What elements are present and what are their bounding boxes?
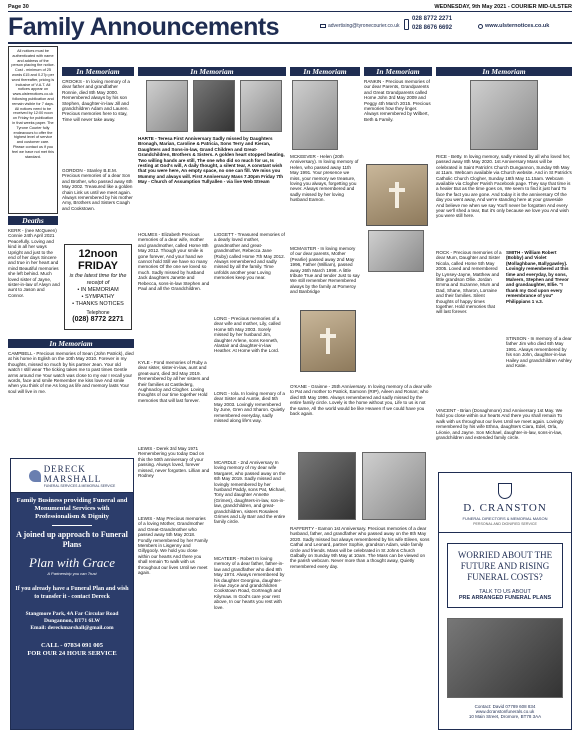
dereck-email[interactable]: Email: dereckmarshall@gmail.com [30, 625, 114, 631]
phone-2[interactable]: 028 8676 6692 [412, 25, 453, 31]
mckeever-photo [292, 80, 338, 150]
in-memoriam-header-4: In Memoriam [290, 67, 360, 76]
long-notice-2: LONG - Iola. In loving memory of a dear Sister and Auntie, died 5th May 2003. Lovingly remembered by June, Gren and Sharon. Quietly remembered everyday, sadly missed along life's way. [214, 391, 285, 424]
deadline-item: • THANKS NOTICES [72, 301, 124, 307]
page-number: Page 30 [8, 4, 29, 10]
cranston-ad[interactable]: D. CRANSTON FUNERAL DIRECTORS & MEMORIAL MASON PERSONAL AND DIGNIFIED SERVICE WORRIED ABOUT THE FUTURE AND RISING FUNERAL COSTS? TALK TO US ABOUT PRE ARRANGED FUNERAL PLANS Contact: David 07789 608 834 www.dcranstonfunerals.co.uk 10 Main Street, Dromore, BT78 3AA [438, 472, 572, 730]
cross-icon [320, 328, 336, 354]
harte-photo-2 [193, 80, 235, 132]
globe-icon [478, 24, 483, 29]
rice-photo [470, 80, 538, 150]
cross-image [366, 164, 428, 226]
mcardle-notice: MCARDLE - 2nd Anniversary In loving memory of my dear wife Margaret, who passed away on the 6th May 2019. Sadly missed and lovingly remembered by her husband Paddy, sons Pat, Michael, Tony and daughter Annette (Grimes), daughters-in-law, son-in-law, grandchildren, and great-grandchildren, sisters Rosaleen Grimes and Lily Barr and the entire family circle. [214, 460, 286, 525]
holmes-notice: HOLMES - Elizabeth Precious memories of a dear wife, mother and grandmother, called Home 8th May 2012. Though your smile is gone forever, And your hand we cannot hold Still we have so many memories Of the one we loved so much. Sadly missed by husband Jack daughters Janette and Rebecca, sons-in-law Stephen and Paul and all the Grandchildren. [138, 232, 210, 292]
rafferty-photo [298, 452, 356, 520]
cranston-photo [447, 618, 563, 698]
harte-notice: HARTE - Teresa First Anniversary Sadly missed by Daughters Bronagh, Marian, Caroline & Patricia, Sons Terry and Kieran, Daughters and Sons-in-law, Grand Children and Great-Grandchildren, Brothers & Sisters. A golden heart stopped beating, Two willing hands are still, The one who did so much for us, Is resting at God's will, A daily thought, a silent tear, A constant wish that you were here, An empty space, no one can fill. We miss you Mummy and always will. First Anniversary Mass 7.30pm Friday 7th May - Church of Assumption Tullyallen - via live Web Stream [138, 136, 285, 185]
mckeever-notice: MCKEEVER - Helen (20th Anniversary). In loving memory of Helen, who passed away 11th May 1991. Your presence we miss, your memory we treasure, loving you always, forgetting you never. Always remembered and sadly missed by her loving husband Eamon. [290, 154, 359, 203]
kerr-notice: KERR - (nee McQueen) Connie 24th April 2021 Peacefully. Loving and kind in all her ways Upright and just to the end of her days Sincere and true in her heart and mind Beautiful memories she left behind. Much loved sister of Jayne, sister-in-law of Alwyn and aunt to Jason and Connor. [8, 228, 60, 298]
liggett-notice: LIGGETT - Treasured memories of a dearly loved mother, grandmother and great-grandmother, Rebecca Jane (Ruby) called Home 7th May 2012. Always remembered and sadly missed by all the family. Time unfolds another year Loving memories keep you near. [214, 232, 285, 281]
harte-photo-3 [240, 80, 282, 132]
dove-icon [29, 470, 41, 482]
kyle-notice: KYLE - Fond memories of Ruby a dear sister, sister-in-law, aunt and great-aunt, died 3rd May 2019. Remembered by all her sisters and their families at Castlederg, Aughnacloy and Clogher. Loving thoughts of our time together Hold memories that will last forever. [138, 360, 210, 403]
cranston-web[interactable]: www.dcranstonfunerals.co.uk [475, 709, 535, 714]
crooks-notice: CROOKS - In loving memory of a dear father and grandfather Ronnie, died 8th May 2000. Remembered always by his son Stephen, daughter-in-law Jill and grandchildren Adam and Lauren. Precious memories here to stay, Time will never take away. [62, 79, 130, 122]
long-notice-1: LONG - Precious memories of a dear wife and mother, Lily, called Home 5th May 2003. Sorely missed by her husband Jim, daughter Arlene, sons Kenneth, Alastair and daughter-in-law Heather. At Home with the Lord. [214, 316, 281, 354]
in-memoriam-header-6: In Memoriam [436, 67, 572, 76]
vincent-notice: VINCENT - Brian (Donaghmore) 2nd Anniversary 1st May. We hold you close within our hearts And there you shall remain To walk with us throughout our lives Until we meet again. Lovingly remembered by his wife Ethna, daughters Ciara, Edel, Orla, Léonie, and Jayne. Son Michael, daughter-in-law, sons-in-law, grandchildren and extended family circle. [436, 408, 564, 441]
stinson-notice: STINSON - In memory of a dear father Jim who died 6th May 1991. Always remembered by his son John, daughter-in-law Hailey and grandchildren Ashley and Katie. [506, 336, 572, 369]
mcateer-notice: MCATEER - Robert In loving memory of a dear father, father-in-law and grandfather who died 8th May 1974. Always remembered by his daughter Georgina, daughter-in-law Joyce and grandchildren Cookstown Road, Gortreagh and Kilymaw. In God's care your rest above, In our hearts you rest with love. [214, 556, 285, 610]
gordon-notice: GORDON - Stanley B.E.M. Precious memories of a dear Son and Brother, who passed away 6th May 2002. Treasured like a golden chain Link us until we meet again. Always remembered by his mother Amy, Brothers and Sisters Coagh and Cookstown. [62, 168, 133, 211]
rankin-notice: RANKIN - Precious memories of our dear Parents, Grandparents and Great Grandparents called Home John 3rd May 2009 and Peggy 4th March 2015. Precious memories how they linger. Always remembered by Wilbert, Beth & Family. [364, 79, 431, 122]
mcmaster-notice: MCMASTER - In loving memory of our dear parents, Mother (Pearlie) passed away 2nd May 1996, Father (William), passed away 26th March 1998. A little tribute True and tender Just to say We still remember Remembered always by the family at Pomeroy and Banbridge [290, 246, 360, 295]
email-icon [320, 24, 326, 28]
deadline-item: • SYMPATHY [81, 294, 115, 300]
campbell-notice: CAMPBELL - Precious memories of Sean (John Patrick), died at his home in Eglish on the 10th May 2010. Forever in my thoughts, missed so much by his partner Jean. Your old watch I still wear The ticking takes me to past times Gentle arms around me Your watch was close to my ear I recall your words, face and smile Remember me kiss love And smile when you think of me As long as life and memory lasts Your soul will live in me. [8, 351, 134, 394]
info-box: All notices must be authenticated with name and address of the person placing the notice. Cost - minimum of 25 words £15 and 0.27p per word thereafter, pricing is inclusive of V.A.T. All notices appear on www.ulsternotices.co.uk following publication and remain visible for 7 days. All notices need to be received by 12:00 noon on Friday for publication in that weeks paper. The Tyrone Courier fully endeavours to offer the highest level of service and customer care. Please contact us if you feel we have not met this standard. [8, 46, 58, 214]
deaths-header: Deaths [8, 216, 58, 225]
website-link[interactable]: www.ulsternotices.co.uk [478, 23, 549, 29]
in-memoriam-header-3: In Memoriam [138, 67, 286, 76]
lewis-notice: LEWIS - Derek 3rd May 1971 Remembering you today Dad on this the 50th anniversary of your passing. Always loved, forever missed, never forgotten. Lillian and Rodney [138, 446, 210, 479]
in-memoriam-header-1: In Memoriam [62, 67, 134, 76]
deadline-box: 12noon FRIDAY is the latest time for the receipt of • IN MEMORIAM • SYMPATHY • THANKS NOTICES Telephone (028) 8772 2271 [64, 244, 132, 330]
rice-notice: RICE - Betty. In loving memory, sadly missed by all who loved her, passed away 8th May 2020. 1st Anniversary Mass will be celebrated in Saint Patrick's Church Dungannon, Sunday 9th May at 11am. Webcam available via Church website. And in St Patrick's Catholic Church Clogher, Sunday 16th May 11.15am. Webcam available via Clogher Parish Facebook page. They say that time is a healer But as the time goes on, We seem to find it just hard To face the fact you are gone. And today it is the anniversary Of the day you went away, And we're standing here at your graveside And believe me when we say You'll never be forgotten And every year we'll shed a tear, But it's only because we love you And wish you were still here. [436, 154, 572, 219]
top-rule [8, 11, 572, 12]
deadline-item: • IN MEMORIAM [77, 287, 119, 293]
in-memoriam-header-5: In Memoriam [364, 67, 432, 76]
cross-icon [389, 182, 405, 208]
cranston-contact[interactable]: Contact: David 07789 608 834 [474, 704, 536, 709]
in-memoriam-header-2: In Memoriam [8, 339, 134, 348]
phone-1[interactable]: 028 8772 2271 [412, 16, 453, 22]
deadline-phone[interactable]: (028) 8772 2271 [72, 316, 124, 323]
rafferty-photo-2 [362, 452, 426, 520]
dereck-marshall-ad[interactable]: DERECK MARSHALL FUNERAL SERVICES & MEMORIAL SERVICE Family Business providing Funeral and Monumental Services with Professionalism & Dignity A joined up approach to Funeral Plans Plan with Grace A Partnership you can Trust If you already have a Funeral Plan and wish to transfer it - contact Dereck Stangmore Park, 4A Far Circular Road Dungannon, BT71 6LW Email: dereckmarshall@gmail.com CALL - 07834 091 005 FOR OUR 24 HOUR SERVICE [10, 458, 134, 730]
paper-date: WEDNESDAY, 9th May 2021 - COURIER MID-ULSTER [434, 4, 572, 10]
okane-notice: O'KANE - Grainne - 25th Anniversary. In loving memory of a dear wife to Pat and mother to Patrick, Eamonn (RIP), Aileen and Ronan; who died 8th May 1996. Always remembered and sadly missed by the entire family circle. Lovely is the home without you, Life to us is not the same, All the world would be like Heaven If we could have you back again. [290, 384, 432, 417]
page-title: Family Announcements [8, 13, 280, 41]
dereck-call[interactable]: CALL - 07834 091 005 [40, 642, 104, 649]
crest-icon [498, 483, 512, 499]
lewis2-notice: LEWIS - May Precious memories of a loving Mother, Grandmother and Great-Grandmother who passed away 5th May 2018. Fondly remembered by her Family Members in Lisgenny and Gillygooly. We hold you close within our hearts And there you shall remain To walk with us throughout our lives Until we meet again. [138, 516, 208, 576]
rafferty-notice: RAFFERTY - Eamon 1st Anniversary. Precious memories of a dear husband, father, and grandfather who passed away on the 8th May 2020. Sadly missed but always remembered by his wife Eileen, sons Cathal and Leonard, partner Sophie, grandson Adam, wide family circle and friends. Mass will be celebrated in St Johns Church Galbally on Sunday 9th May at 10am. The Mass can be viewed on the parish webcam. Never more than a thought away, Quietly remembered every day. [290, 526, 430, 569]
smith-notice: SMITH - William Robert (Bobby) and Violet (Mollaghbane, Ballygawley). Lovingly remembered at this time and everyday, by sons, Malvern, Stephen and Trevor and grandaughter, Ellie. "I thank my God upon every remembrance of you" Philippians 1 v.3. [506, 250, 569, 304]
harte-photo [146, 80, 188, 132]
phone-icon [404, 17, 410, 33]
contact-email[interactable]: advertising@tyronecourier.co.uk [320, 23, 400, 29]
masthead-rule [8, 42, 572, 44]
okane-photo [368, 230, 424, 272]
bible-image [300, 310, 356, 372]
rock-notice: ROCK - Precious memories of a dear Mum, Daughter and Sister Nicola, called Home 5th May 2005. Loved and remembered by Lynsey-Jayne, Matthew and little grandson Ollie. Jordan Emma and Suzanne, Mum and Dad, Shane, Sharon, Lorraine and their families. Silent thoughts of happy times together. Hold memories that will last forever. [436, 250, 502, 315]
